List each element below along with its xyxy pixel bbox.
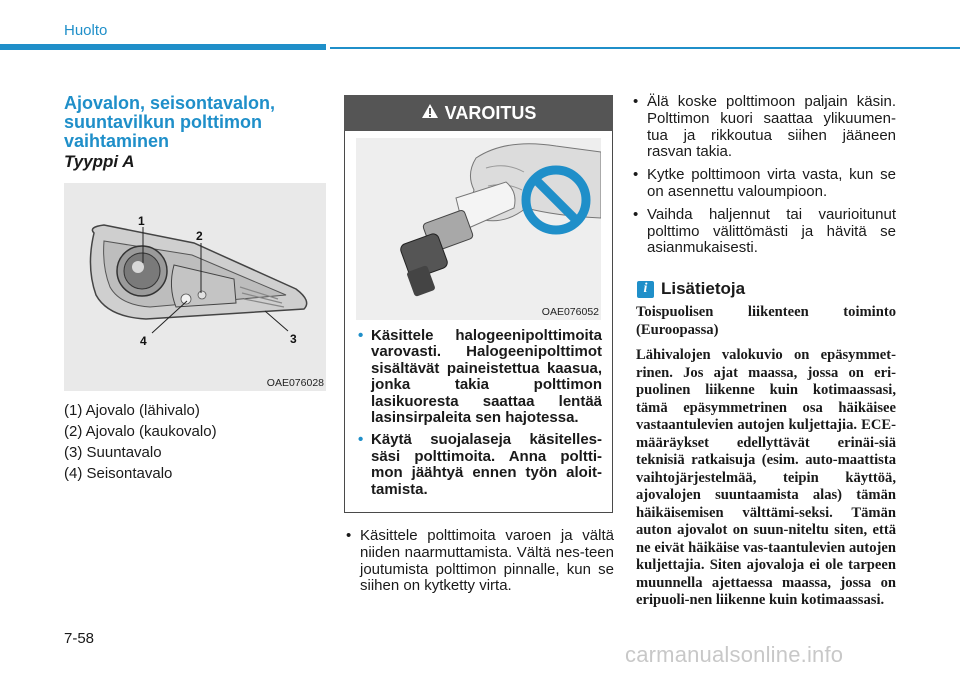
warning-item: • Käytä suojalaseja käsitelles-säsi polttimoita. Anna poltti-mon jäähtyä ennen työn aloit-tamista. <box>358 431 602 498</box>
right-bullet-list <box>633 94 896 263</box>
legend-item: (3) Suuntavalo <box>64 444 162 461</box>
legend-item: (1) Ajovalo (lähivalo) <box>64 402 200 419</box>
type-subheading: Tyyppi A <box>64 152 135 171</box>
warning-list <box>358 328 602 504</box>
info-header <box>637 279 745 299</box>
info-subtitle: Toispuolisen liikenteen toiminto (Euroopassa) <box>636 304 896 338</box>
warning-triangle-icon <box>421 103 439 124</box>
image-code: OAE076052 <box>541 306 599 318</box>
header-bar-thin <box>330 47 960 49</box>
section-title: Huolto <box>64 22 108 39</box>
bullet-icon: • <box>358 431 364 449</box>
callout-3: 3 <box>290 332 297 346</box>
callout-4: 4 <box>140 334 147 348</box>
list-item: • Älä koske polttimoon paljain käsin. Polttimon kuori saattaa ylikuumen-tua ja rikkoutua siihen jääneen rasvan takia. <box>633 93 896 161</box>
bullet-icon: • <box>633 93 639 110</box>
header-bar-thick <box>0 44 326 50</box>
figure-legend <box>64 400 217 484</box>
list-item: • Käsittele polttimoita varoen ja vältä niiden naarmuttamista. Vältä nes-teen joutumista polttimon pinnalle, kun se siihen on kytketty virta. <box>346 527 614 595</box>
watermark: carmanualsonline.info <box>625 642 844 667</box>
headlamp-figure <box>64 183 326 391</box>
bulb-handling-figure <box>356 138 601 320</box>
section-heading: Ajovalon, seisontavalon, suuntavilkun polttimon vaihtaminen <box>64 93 276 151</box>
bullet-icon: • <box>633 166 639 184</box>
info-title: Lisätietoja <box>661 279 746 298</box>
info-text: Lähivalojen valokuvio on epäsymmet-rinen. Jos ajat maassa, jossa on eri-puolinen liikenne kuin kotimaassasi, tämä epäsymmetrinen osa häikäisee vastaantulevien autojen kuljettajia. ECE-määräykset edellyttävät erinäi-siä teknisiä ratkaisuja (esim. auto-maattista vaihtojärjestelmää, teipin käyttöä, ajovalojen suuntaamista alas) tämän häikäisemisen välttämi-seksi. Tämän auton ajovalot on suun-niteltu siten, että ne eivät häikäise vas-taantulevien autojen kuljettajia. Siten ajovaloja ei ole tarpeen muunnella ajettaessa maassa, jossa on eripuoli-nen liikenne kuin kotimaassasi. <box>636 347 896 608</box>
legend-item: (2) Ajovalo (kaukovalo) <box>64 423 217 440</box>
middle-bullet-list <box>346 528 614 601</box>
info-icon: i <box>637 281 654 298</box>
bullet-icon: • <box>633 205 639 223</box>
page-number: 7-58 <box>64 630 95 647</box>
headlamp-illustration <box>64 183 326 391</box>
callout-2: 2 <box>196 229 203 243</box>
info-body <box>636 304 896 618</box>
list-item: • Vaihda haljennut tai vaurioitunut polttimo välittömästi ja hävitä se asianmukaisesti. <box>633 205 896 257</box>
figure-code: OAE076028 <box>266 377 324 389</box>
warning-header <box>344 95 613 131</box>
bullet-icon: • <box>358 327 364 344</box>
bulb-illustration <box>356 138 601 320</box>
callout-1: 1 <box>138 214 145 228</box>
warning-title: VAROITUS <box>444 102 537 123</box>
list-item: • Kytke polttimoon virta vasta, kun se on asennettu valoumpioon. <box>633 166 896 200</box>
warning-item: • Käsittele halogeenipolttimoita varovasti. Halogeenipolttimot sisältävät paineistettua kaasua, jonka takia polttimon lasikuoresta saattaa lentää lasinsirpaleita sen hajotessa. <box>358 327 602 427</box>
bullet-icon: • <box>346 527 352 544</box>
legend-item: (4) Seisontavalo <box>64 465 173 482</box>
